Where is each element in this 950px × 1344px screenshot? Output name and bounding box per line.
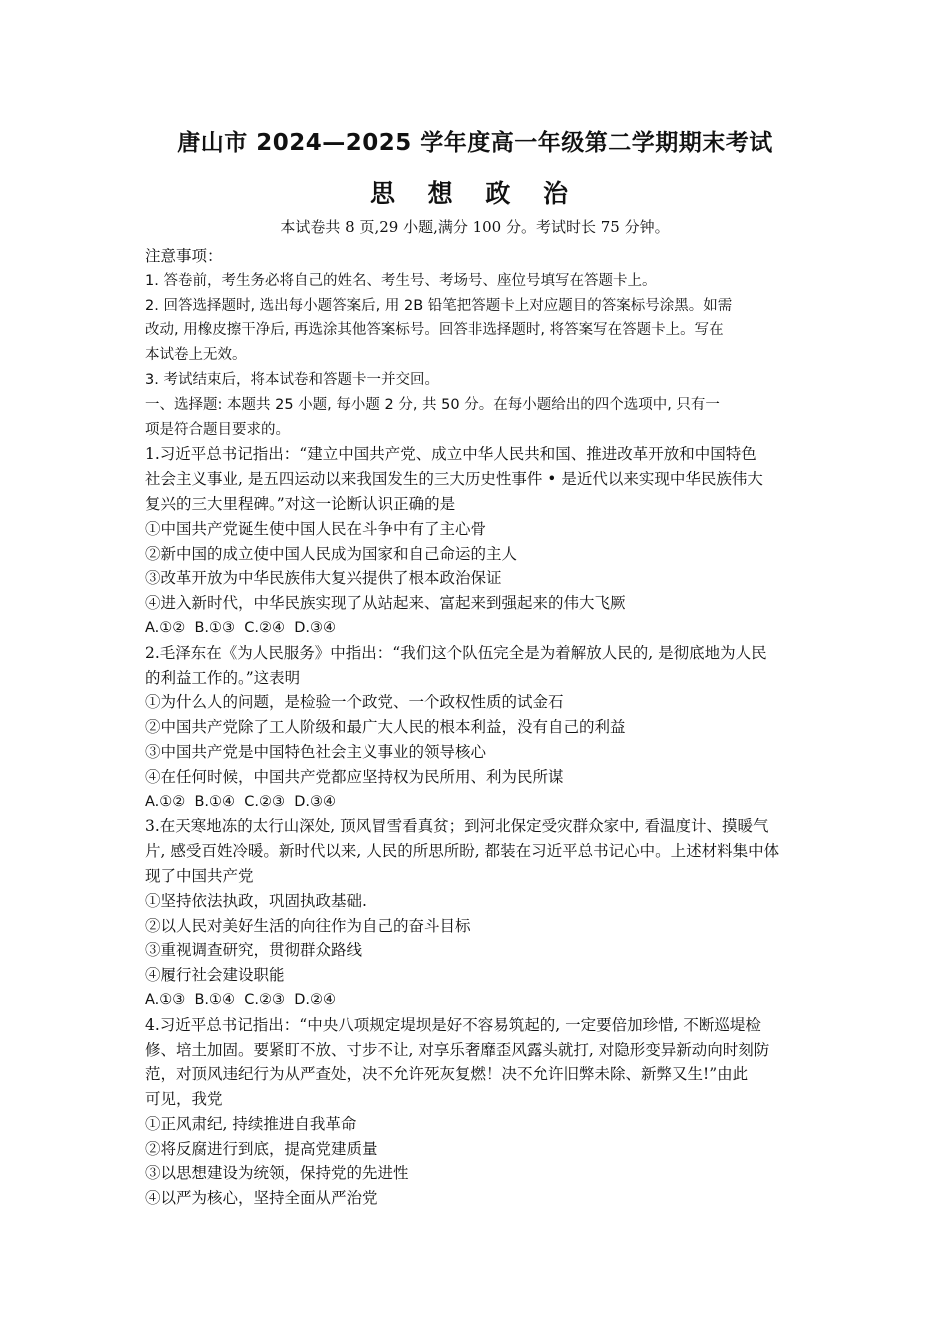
notes-heading: 注意事项： <box>145 247 223 265</box>
question-2 <box>145 641 810 815</box>
question-item: ②中国共产党除了工人阶级和最广大人民的根本利益，没有自己的利益 <box>145 718 626 737</box>
question-options: A.①③ B.①④ C.②③ D.②④ <box>145 991 336 1008</box>
question-stem: 的利益工作的。”这表明 <box>145 668 301 687</box>
section-heading: 一、选择题: 本题共 25 小题, 每小题 2 分, 共 50 分。在每小题给出的四个选项中, 只有一 <box>145 396 720 413</box>
question-item: ④以严为核心，坚持全面从严治党 <box>145 1189 378 1208</box>
question-item: ②新中国的成立使中国人民成为国家和自己命运的主人 <box>145 544 518 563</box>
question-item: ③改革开放为中华民族伟大复兴提供了根本政治保证 <box>145 569 502 588</box>
question-item: ①为什么人的问题，是检验一个政党、一个政权性质的试金石 <box>145 693 564 712</box>
question-stem: 4.习近平总书记指出：“中央八项规定堤坝是好不容易筑起的, 一定要倍加珍惜, 不断巡堤检 <box>145 1015 761 1034</box>
question-stem: 范，对顶风违纪行为从严查处，决不允许死灰复燃！决不允许旧弊未除、新弊又生!”由此 <box>145 1065 749 1084</box>
question-item: ①中国共产党诞生使中国人民在斗争中有了主心骨 <box>145 519 487 538</box>
question-item: ②将反腐进行到底，提高党建质量 <box>145 1139 378 1158</box>
question-3 <box>145 814 810 1012</box>
question-options: A.①② B.①④ C.②③ D.③④ <box>145 793 336 810</box>
question-stem: 现了中国共产党 <box>145 866 254 885</box>
question-item: ③中国共产党是中国特色社会主义事业的领导核心 <box>145 742 487 761</box>
exam-intro: 本试卷共 8 页,29 小题,满分 100 分。考试时长 75 分钟。 <box>280 218 670 236</box>
question-item: ③以思想建设为统领，保持党的先进性 <box>145 1164 409 1183</box>
question-4 <box>145 1013 810 1211</box>
question-stem: 3.在天寒地冻的太行山深处, 顶风冒雪看真贫；到河北保定受灾群众家中, 看温度计、摸暖气 <box>145 817 769 836</box>
question-stem: 可见，我党 <box>145 1090 223 1109</box>
note-line: 本试卷上无效。 <box>145 347 247 364</box>
note-line: 1. 答卷前，考生务必将自己的姓名、考生号、考场号、座位号填写在答题卡上。 <box>145 272 657 289</box>
question-item: ①正风肃纪, 持续推进自我革命 <box>145 1114 357 1133</box>
question-options: A.①② B.①③ C.②④ D.③④ <box>145 619 336 636</box>
question-stem: 社会主义事业, 是五四运动以来我国发生的三大历史性事件 • 是近代以来实现中华民族伟大 <box>145 470 763 489</box>
question-item: ①坚持依法执政，巩固执政基础. <box>145 891 367 910</box>
question-stem: 修、培土加固。要紧盯不放、寸步不让, 对享乐奢靡歪风露头就打, 对隐形变异新动向时刻防 <box>145 1040 770 1059</box>
question-item: ②以人民对美好生活的向往作为自己的奋斗目标 <box>145 916 471 935</box>
question-stem: 复兴的三大里程碑。”对这一论断认识正确的是 <box>145 494 456 513</box>
exam-title: 唐山市 2024—2025 学年度高一年级第二学期期末考试 <box>177 130 773 156</box>
section-heading: 项是符合题目要求的。 <box>145 421 290 438</box>
note-line: 3. 考试结束后，将本试卷和答题卡一并交回。 <box>145 371 439 388</box>
question-1 <box>145 442 810 640</box>
question-stem: 2.毛泽东在《为人民服务》中指出：“我们这个队伍完全是为着解放人民的, 是彻底地为人民 <box>145 643 767 662</box>
note-line: 2. 回答选择题时, 选出每小题答案后, 用 2B 铅笔把答题卡上对应题目的答案标号涂黑。如需 <box>145 297 733 314</box>
question-item: ④进入新时代，中华民族实现了从站起来、富起来到强起来的伟大飞厥 <box>145 594 626 613</box>
exam-body <box>145 244 810 1211</box>
question-item: ④履行社会建设职能 <box>145 966 285 985</box>
question-stem: 片, 感受百姓冷暖。新时代以来, 人民的所思所盼, 都装在习近平总书记心中。上述材料集中体 <box>145 842 780 861</box>
question-item: ③重视调查研究，贯彻群众路线 <box>145 941 363 960</box>
question-stem: 1.习近平总书记指出：“建立中国共产党、成立中华人民共和国、推进改革开放和中国特色 <box>145 445 757 464</box>
note-line: 改动, 用橡皮擦干净后, 再选涂其他答案标号。回答非选择题时, 将答案写在答题卡上。写在 <box>145 322 724 339</box>
question-item: ④在任何时候，中国共产党都应坚持权为民所用、利为民所谋 <box>145 767 564 786</box>
subject-title: 思 想 政 治 <box>369 179 581 208</box>
